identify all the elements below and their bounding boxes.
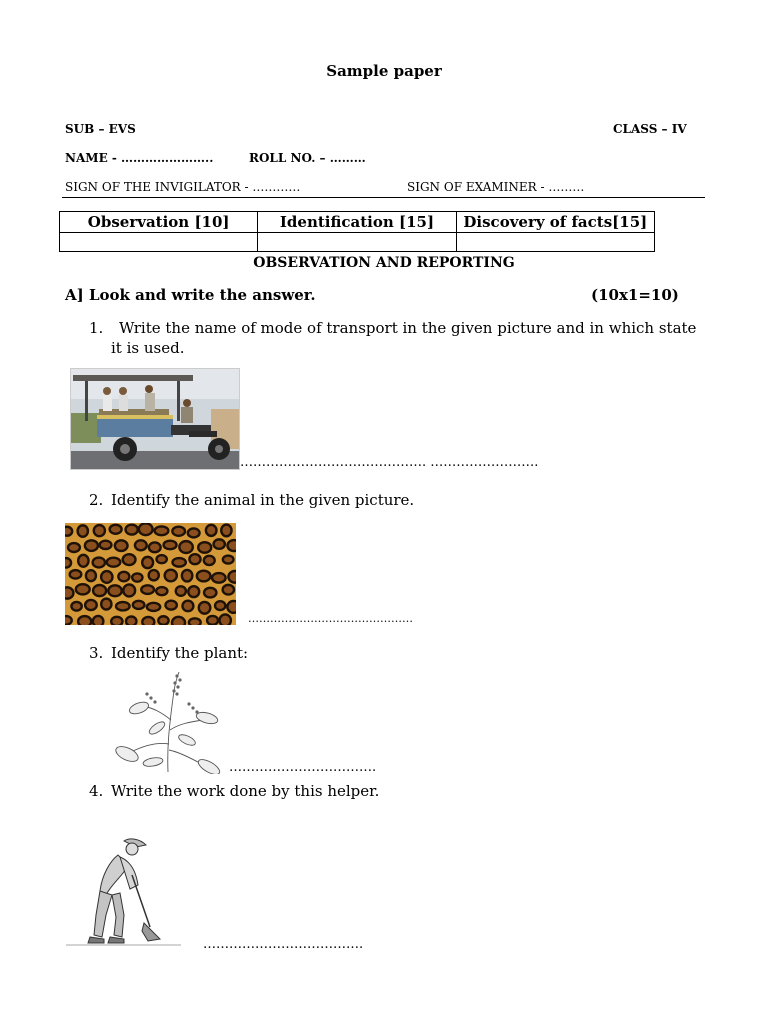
motorcycle-cart-icon (71, 369, 239, 469)
header-divider (62, 197, 705, 198)
name-field (65, 151, 213, 165)
marks-cell-identification[interactable] (258, 233, 456, 252)
transport-image (70, 368, 240, 470)
question-2-number: 2. (89, 491, 104, 509)
question-2-text: Identify the animal in the given picture. (111, 491, 415, 509)
question-1-number: 1. (89, 319, 104, 337)
marks-table-score-row (60, 233, 655, 252)
question-3-answer-line[interactable]: ……………………………. (229, 760, 377, 775)
question-1-text-line1: Write the name of mode of transport in the given picture and in which state (119, 319, 697, 337)
question-3-text: Identify the plant: (111, 644, 249, 662)
class-label: CLASS – IV (613, 122, 687, 136)
marks-cell-observation[interactable] (60, 233, 258, 252)
roll-field (249, 151, 366, 165)
part-a-heading: A] Look and write the answer. (65, 286, 316, 304)
page-title: Sample paper (326, 62, 442, 80)
examiner-field (407, 180, 584, 194)
question-4-answer-line[interactable]: ………………………………. (203, 937, 364, 952)
roll-label: ROLL NO. – (249, 151, 330, 165)
question-2-answer-line[interactable]: ……………………………………… (248, 612, 413, 625)
animal-image (65, 523, 236, 625)
sweeper-icon (66, 835, 181, 950)
helper-image (66, 835, 181, 950)
marks-header-observation: Observation [10] (60, 212, 258, 233)
subject-label: SUB – EVS (65, 122, 136, 136)
marks-table (59, 211, 655, 252)
question-4-text: Write the work done by this helper. (111, 782, 380, 800)
part-a-marks: (10x1=10) (591, 286, 679, 304)
question-3-number: 3. (89, 644, 104, 662)
examiner-blank: ……… (548, 180, 585, 194)
invigilator-label: SIGN OF THE INVIGILATOR - (65, 180, 253, 194)
marks-table-header-row (60, 212, 655, 233)
marks-header-discovery: Discovery of facts[15] (456, 212, 654, 233)
invigilator-blank: ………… (252, 180, 301, 194)
invigilator-field (65, 180, 300, 194)
marks-cell-discovery[interactable] (456, 233, 654, 252)
roll-blank: ……… (329, 151, 366, 165)
question-1-text-line2: it is used. (111, 339, 185, 357)
plant-image (113, 668, 223, 774)
question-4-number: 4. (89, 782, 104, 800)
section-title: OBSERVATION AND REPORTING (253, 255, 515, 271)
name-label: NAME - (65, 151, 122, 165)
leopard-skin-icon (65, 523, 236, 625)
examiner-label: SIGN OF EXAMINER - (407, 180, 549, 194)
marks-header-identification: Identification [15] (258, 212, 456, 233)
name-blank: ………………….. (121, 151, 214, 165)
tulsi-plant-icon (113, 668, 223, 774)
question-1-answer-line[interactable]: ……………………………………. ……………………. (240, 455, 539, 470)
